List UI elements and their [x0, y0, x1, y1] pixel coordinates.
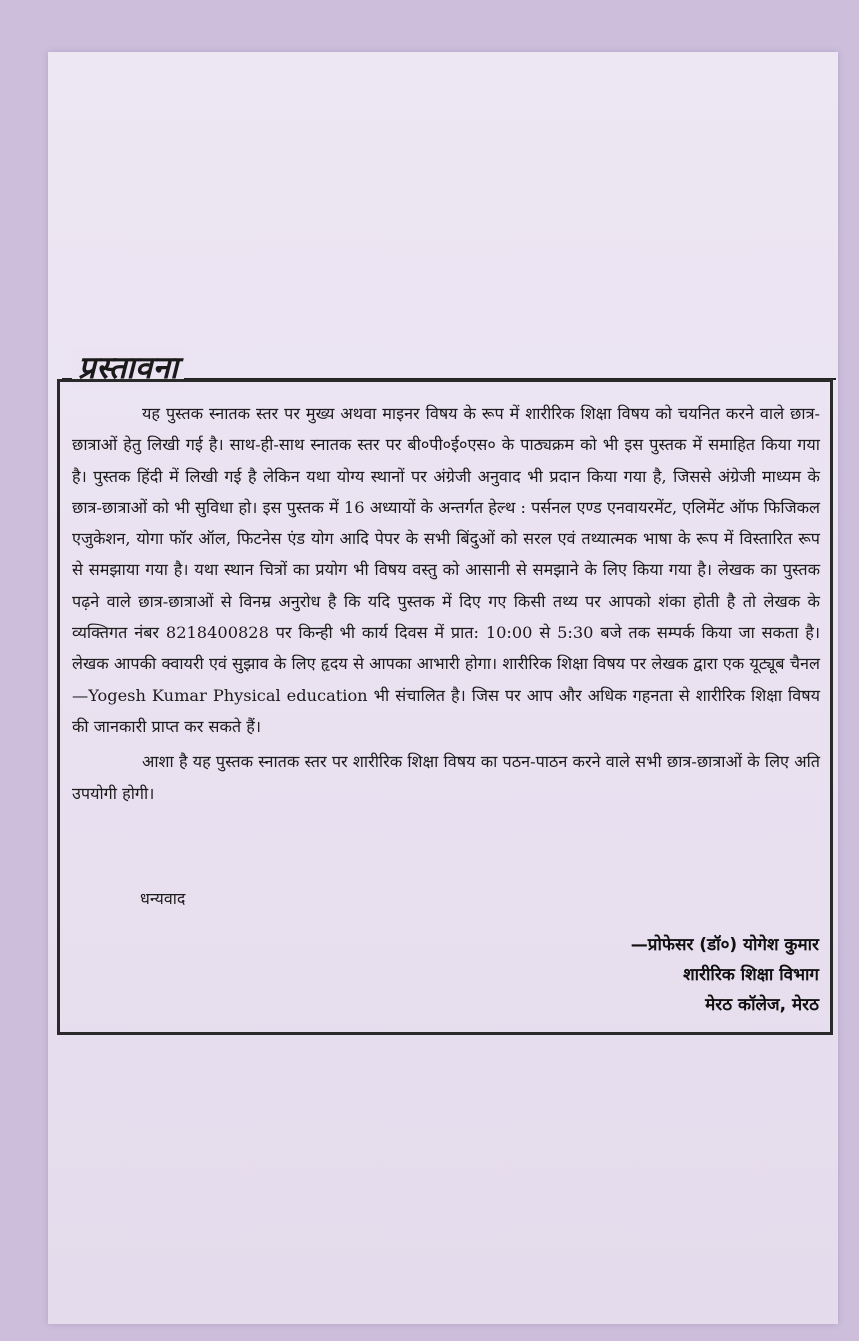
preface-body — [72, 398, 820, 809]
paragraph-2: आशा है यह पुस्तक स्नातक स्तर पर शारीरिक शिक्षा विषय का पठन-पाठन करने वाले सभी छात्र-छात्राओं के लिए अति उपयोगी होगी। — [72, 752, 820, 803]
paragraph-1: यह पुस्तक स्नातक स्तर पर मुख्य अथवा माइनर विषय के रूप में शारीरिक शिक्षा विषय को चयनित करने वाले छात्र-छात्राओं हेतु लिखी गई है। साथ-ही-साथ स्नातक स्तर पर बी०पी०ई०एस० के पाठ्यक्रम को भी इस पुस्तक में समाहित किया गया है। पुस्तक हिंदी में लिखी गई है लेकिन यथा योग्य स्थानों पर अंग्रेजी अनुवाद भी प्रदान किया गया है, जिससे अंग्रेजी माध्यम के छात्र-छात्राओं को भी सुविधा हो। इस पुस्तक में 16 अध्यायों के अन्तर्गत हेल्थ : पर्सनल एण्ड एनवायरमेंट, एलिमेंट ऑफ फिजिकल एजुकेशन, योगा फॉर ऑल, फिटनेस एंड योग आदि पेपर के सभी बिंदुओं को सरल एवं तथ्यात्मक भाषा के रूप में विस्तारित रूप से समझाया गया है। यथा स्थान चित्रों का प्रयोग भी विषय वस्तु को आसानी से समझाने के लिए किया गया है। लेखक का पुस्तक पढ़ने वाले छात्र-छात्राओं से विनम्र अनुरोध है कि यदि पुस्तक में दिए गए किसी तथ्य पर आपको शंका होती है तो लेखक के व्यक्तिगत नंबर 8218400828 पर किन्ही भी कार्य दिवस में प्रात: 10:00 से 5:30 बजे तक सम्पर्क किया जा सकता है। लेखक आपकी क्वायरी एवं सुझाव के लिए हृदय से आपका आभारी होगा। शारीरिक शिक्षा विषय पर लेखक द्वारा एक यूट्यूब चैनल—Yogesh Kumar Physical education भी संचालित है। जिस पर आप और अधिक गहनता से शारीरिक शिक्षा विषय की जानकारी प्राप्त कर सकते हैं। — [72, 404, 820, 736]
signature-block — [631, 930, 819, 1020]
signature-college: मेरठ कॉलेज, मेरठ — [705, 995, 819, 1015]
closing-thanks: धन्यवाद — [140, 889, 186, 908]
show-through-ghost — [70, 190, 84, 237]
signature-name: —प्रोफेसर (डॉ०) योगेश कुमार — [630, 935, 819, 955]
signature-department: शारीरिक शिक्षा विभाग — [683, 965, 819, 985]
page-title: प्रस्तावना — [72, 346, 184, 388]
